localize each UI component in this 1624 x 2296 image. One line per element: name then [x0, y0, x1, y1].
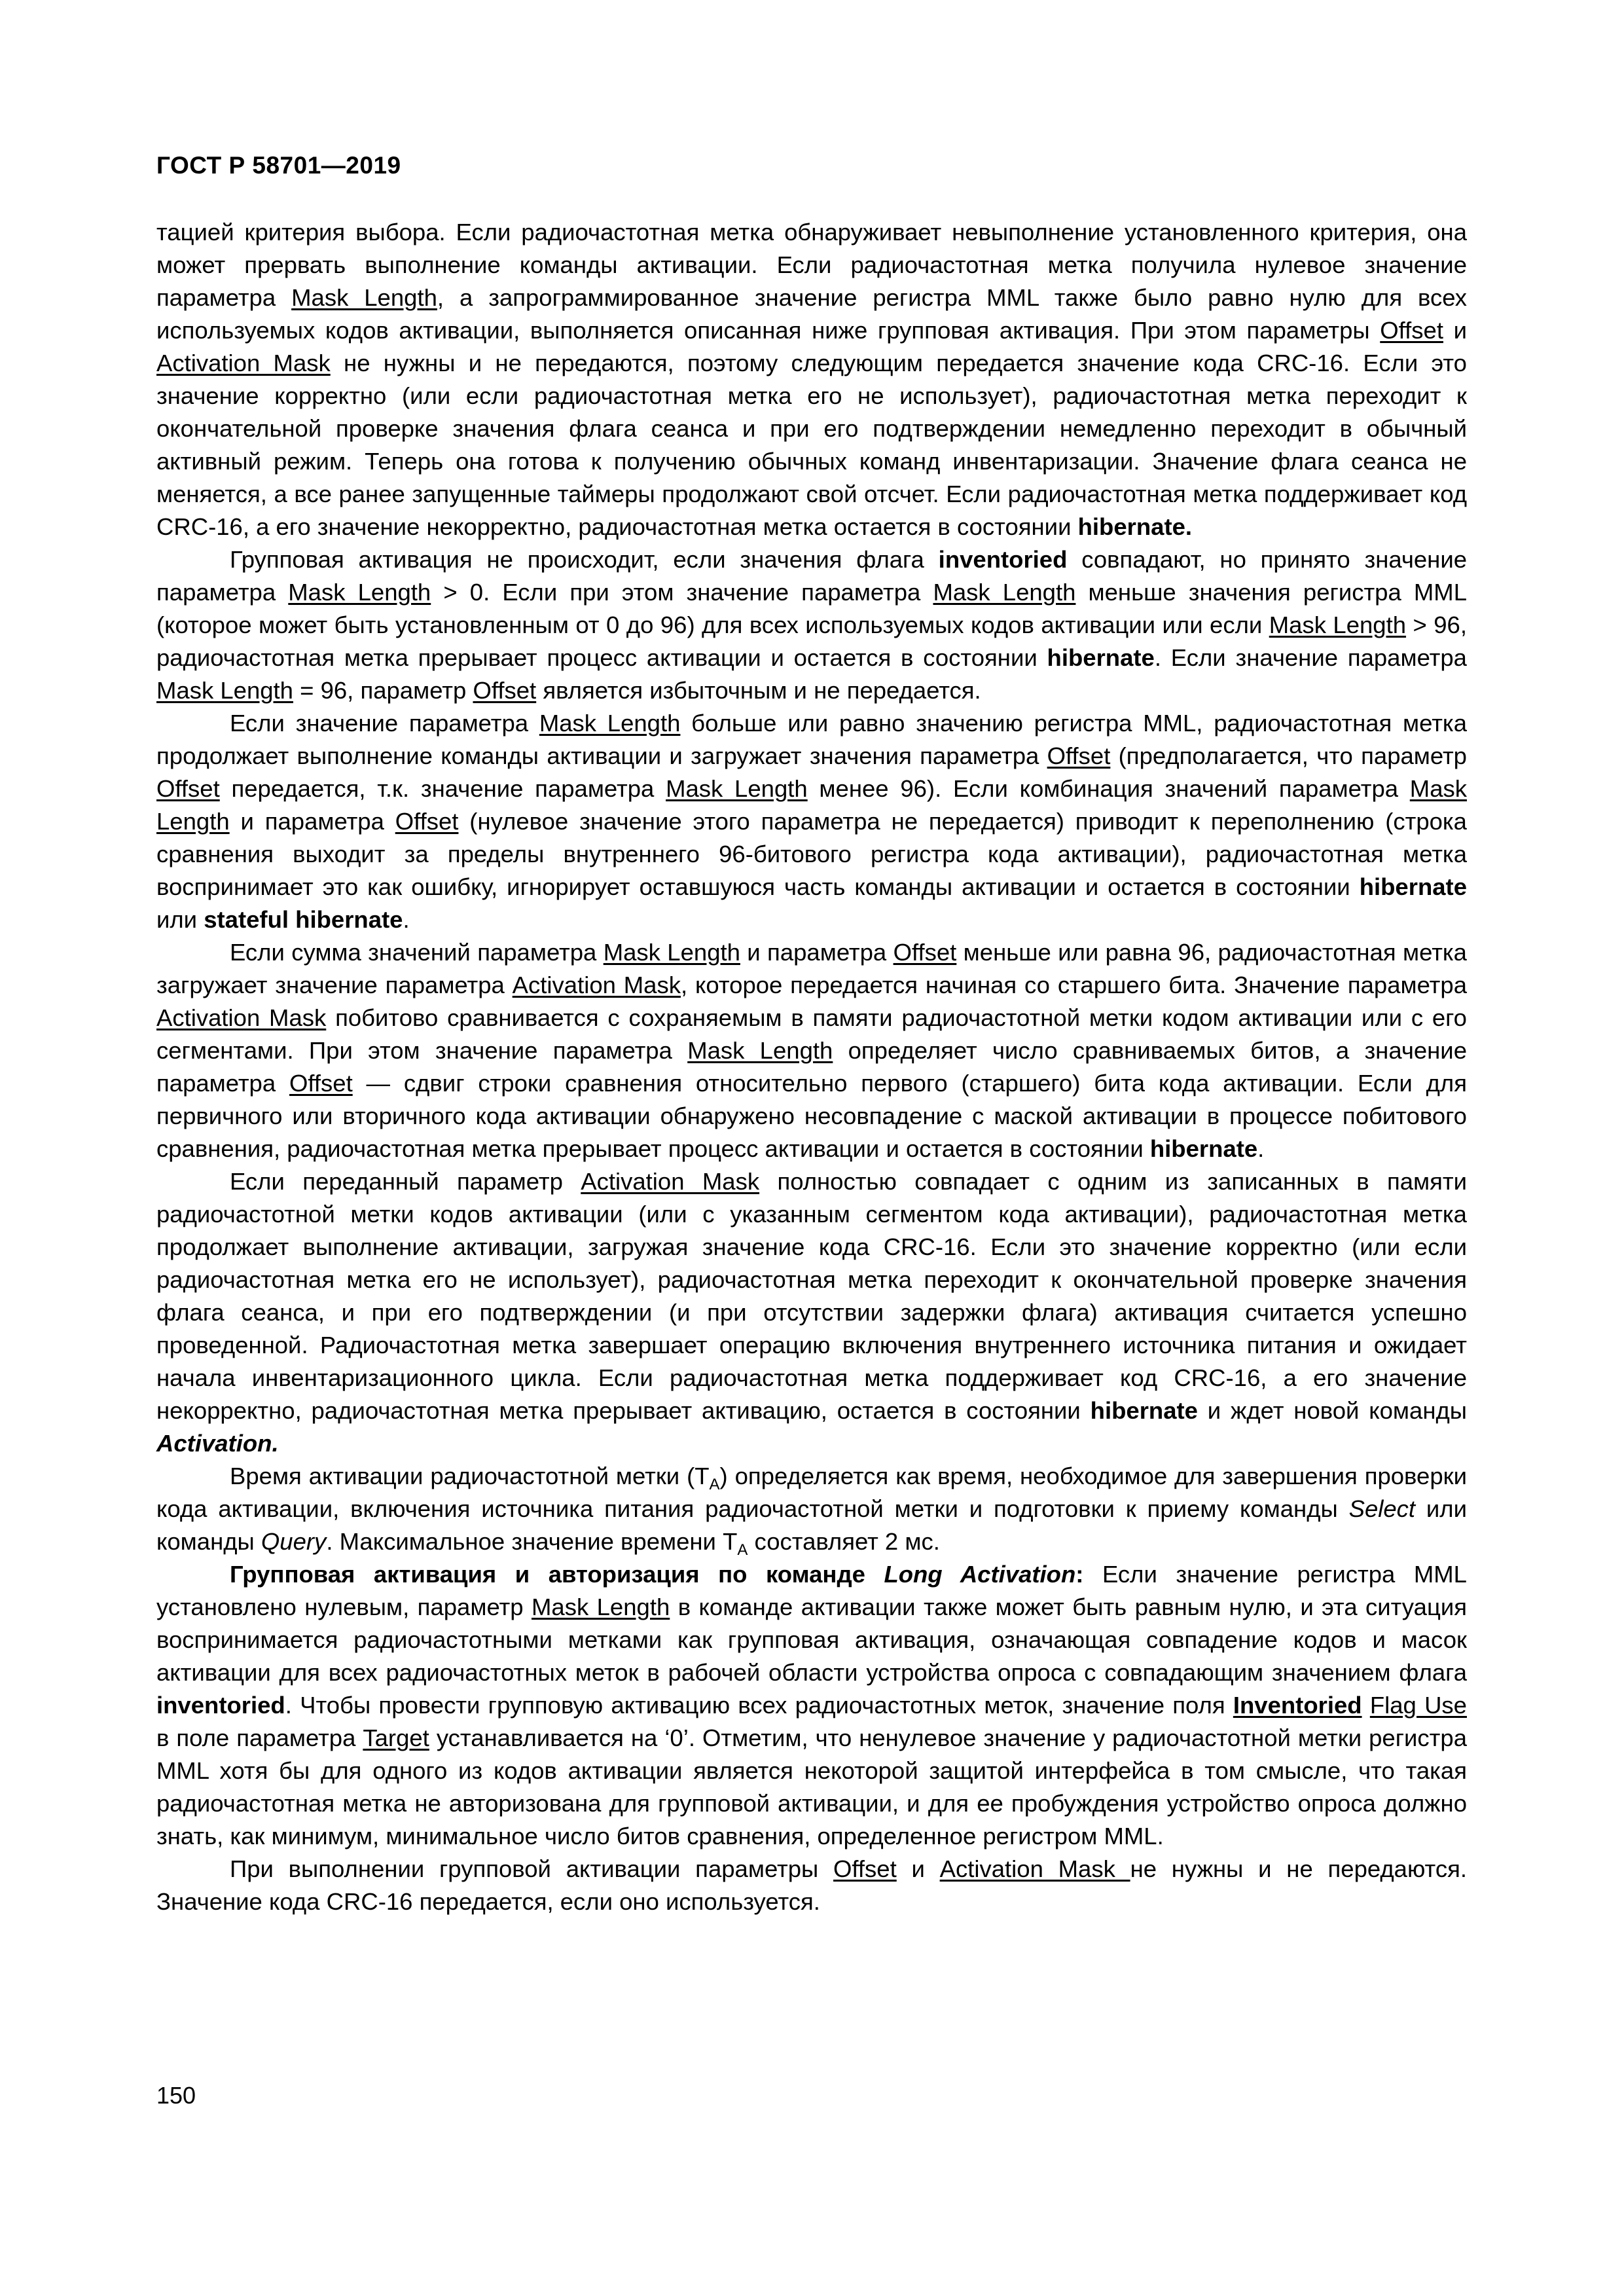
term-activation-mask: Activation Mask — [939, 1855, 1130, 1882]
term-activation-mask: Activation Mask — [156, 350, 331, 376]
term-hibernate: hibernate — [1090, 1397, 1198, 1424]
paragraph-3 — [156, 707, 1467, 936]
term-offset: Offset — [893, 939, 957, 966]
term-long-activation: Long Activation — [884, 1561, 1076, 1588]
text-run: . Максимальное значение времени — [326, 1528, 723, 1555]
term-offset: Offset — [156, 775, 220, 802]
symbol-ta-base: T — [695, 1463, 710, 1489]
text-run: менее 96). Если комбинация значений параметра — [807, 775, 1410, 802]
text-run: является избыточным и не передается. — [536, 677, 981, 704]
text-run: полностью совпадает с одним из записанных в памяти радиочастотной метки кодов активации (или с указанным сегментом кода активации), радиочастотная метка продолжает выполнение активации, загружая значение кода CRC-16. Если это значение корректно (или если радиочастотная метка его не использует), радиочастотная метка переходит к окончательной проверке значения флага сеанса, и при его подтверждении (и при отсутствии задержки флага) активация считается успешно проведенной. Радиочастотная метка завершает операцию включения внутреннего источника питания и ожидает начала инвентаризационного цикла. Если радиочастотная метка поддерживает код CRC-16, а его значение некорректно, радиочастотная метка прерывает активацию, остается в состоянии — [156, 1168, 1467, 1424]
symbol-ta — [723, 1528, 748, 1559]
text-run: в поле параметра — [156, 1724, 363, 1751]
term-activation-mask: Activation Mask — [512, 972, 681, 998]
standard-designation: ГОСТ Р 58701—2019 — [156, 152, 401, 179]
term-mask-length: Mask Length — [156, 775, 1468, 835]
term-mask-length: Mask Length — [687, 1037, 833, 1064]
term-hibernate: hibernate. — [1077, 513, 1193, 540]
text-run: ) определяется как время, необходимое для завершения проверки кода активации, включения источника питания радиочастотной метки и подготовки к приему команды — [156, 1463, 1467, 1522]
text-run: Время активации радиочастотной метки ( — [230, 1463, 695, 1489]
term-hibernate: hibernate — [1359, 873, 1467, 900]
term-target: Target — [363, 1724, 429, 1751]
text-run: передается, т.к. значение параметра — [219, 775, 666, 802]
text-run: (нулевое значение этого параметра не передается) приводит к переполнению (строка сравнения выходит за пределы внутреннего 96-битового регистра кода активации), радиочастотная метка воспринимает это как ошибку, игнорирует оставшуюся часть команды активации и остается в состоянии — [156, 808, 1467, 900]
paragraph-5 — [156, 1165, 1467, 1460]
text-run: побитово сравнивается с сохраняемым в памяти радиочастотной метки кодом активации или с его сегментами. При этом значение параметра — [156, 1004, 1467, 1064]
section-heading: Групповая активация и авторизация по команде — [230, 1561, 884, 1588]
term-offset: Offset — [473, 677, 537, 704]
term-mask-length: Mask Length — [288, 579, 431, 606]
term-mask-length: Mask Length — [933, 579, 1076, 606]
paragraph-1 — [156, 216, 1467, 543]
symbol-ta-base: T — [723, 1528, 738, 1555]
term-hibernate: hibernate — [1149, 1135, 1258, 1162]
paragraph-6 — [156, 1460, 1467, 1558]
text-run: или — [156, 906, 204, 933]
text-run: не нужны и не передаются, поэтому следующим передается значение кода CRC-16. Если это значение корректно (или если радиочастотная метка его не использует), радиочастотная метка переходит к окончательной проверке значения флага сеанса и при его подтверждении немедленно переходит в обычный активный режим. Теперь она готова к получению обычных команд инвентаризации. Значение флага сеанса не меняется, а все ранее запущенные таймеры продолжают свой отсчет. Если радиочастотная метка поддерживает код CRC-16, а его значение некорректно, радиочастотная метка остается в состоянии — [156, 350, 1467, 540]
text-run: устанавливается на ‘0’. Отметим, что ненулевое значение у радиочастотной метки регистра MML хотя бы для одного из кодов активации является некоторой защитой интерфейса в том смысле, что такая радиочастотная метка не авторизована для групповой активации, и для ее пробуждения устройство опроса должно знать, как минимум, минимальное число битов сравнения, определенное регистром MML. — [156, 1724, 1467, 1850]
term-mask-length: Mask Length — [666, 775, 808, 802]
term-activation-command: Activation. — [156, 1430, 279, 1457]
term-inventoried: inventoried — [938, 546, 1068, 573]
text-run: тацией критерия выбора. Если радиочастотная метка обнаруживает невыполнение установленного критерия, она может прервать выполнение команды активации. Если радиочастотная метка получила нулевое значение параметра — [156, 219, 1467, 311]
text-run: > 96, радиочастотная метка прерывает процесс активации и остается в состоянии — [156, 611, 1467, 671]
text-run: и — [1443, 317, 1468, 344]
text-run: меньше или равна 96, радиочастотная метка загружает значение параметра — [156, 939, 1467, 998]
text-run: меньше значения регистра MML (которое может быть установленным от 0 до 96) для всех используемых кодов активации или если — [156, 579, 1468, 638]
text-run: и — [896, 1855, 940, 1882]
paragraph-8 — [156, 1853, 1467, 1918]
paragraph-7 — [156, 1558, 1467, 1853]
term-hibernate: hibernate — [1047, 644, 1155, 671]
term-mask-length: Mask Length — [156, 677, 293, 704]
text-run: не нужны и не передаются. Значение кода CRC-16 передается, если оно используется. — [156, 1855, 1468, 1915]
text-run: Если значение регистра MML установлено нулевым, параметр — [156, 1561, 1467, 1620]
term-query-command: Query — [261, 1528, 327, 1555]
text-run: , которое передается начиная со старшего бита. Значение параметра — [680, 972, 1467, 998]
symbol-ta-sub: A — [709, 1476, 720, 1493]
term-offset: Offset — [1380, 317, 1443, 344]
text-run: — сдвиг строки сравнения относительно первого (старшего) бита кода активации. Если для первичного или вторичного кода активации обнаружено несовпадение с маской активации в процессе побитового сравнения, радиочастотная метка прерывает процесс активации и остается в состоянии — [156, 1070, 1467, 1162]
term-select-command: Select — [1348, 1495, 1416, 1522]
text-run: Если значение параметра — [230, 710, 539, 737]
term-activation-mask: Activation Mask — [581, 1168, 760, 1195]
text-run: Групповая активация не происходит, если значения флага — [230, 546, 939, 573]
text-run: . Чтобы провести групповую активацию всех радиочастотных меток, значение поля — [285, 1692, 1233, 1719]
text-run: и параметра — [229, 808, 395, 835]
term-offset: Offset — [1047, 742, 1111, 769]
symbol-ta-sub: A — [737, 1541, 748, 1559]
text-run: в команде активации также может быть равным нулю, и эта ситуация воспринимается радиочастотными метками как групповая активация, означающая совпадение кодов и масок активации для всех радиочастотных меток в рабочей области устройства опроса с совпадающим значением флага — [156, 1594, 1468, 1686]
heading-colon: : — [1075, 1561, 1084, 1588]
term-inventoried: inventoried — [156, 1692, 285, 1719]
term-mask-length: Mask Length — [603, 939, 740, 966]
term-mask-length: Mask Length — [531, 1594, 670, 1620]
term-mask-length: Mask Length — [1269, 611, 1407, 638]
text-run: . Если значение параметра — [1154, 644, 1467, 671]
symbol-ta — [695, 1463, 720, 1493]
text-run: = 96, параметр — [293, 677, 473, 704]
term-offset: Offset — [395, 808, 459, 835]
text-run: и параметра — [740, 939, 893, 966]
paragraph-2 — [156, 543, 1467, 707]
term-mask-length: Mask Length — [539, 710, 681, 737]
text-run: Если переданный параметр — [230, 1168, 581, 1195]
text-run: Если сумма значений параметра — [230, 939, 604, 966]
term-offset: Offset — [289, 1070, 353, 1097]
term-mask-length: Mask Length — [291, 284, 437, 311]
paragraph-4 — [156, 936, 1467, 1165]
text-run: При выполнении групповой активации параметры — [230, 1855, 834, 1882]
page-number: 150 — [156, 2082, 196, 2109]
text-run: . — [403, 906, 410, 933]
text-run: и ждет новой команды — [1197, 1397, 1468, 1424]
term-stateful-hibernate: stateful hibernate — [204, 906, 403, 933]
term-offset: Offset — [833, 1855, 897, 1882]
text-run: составляет 2 мс. — [748, 1528, 940, 1555]
text-run: определяет число сравниваемых битов, а значение параметра — [156, 1037, 1467, 1097]
text-run: (предполагается, что параметр — [1110, 742, 1467, 769]
text-run: или команды — [156, 1495, 1467, 1555]
text-run: совпадают, но принято значение параметра — [156, 546, 1468, 606]
term-flag-use: Flag Use — [1369, 1692, 1467, 1719]
term-inventoried-field: Inventoried — [1233, 1692, 1362, 1719]
text-run: больше или равно значению регистра MML, радиочастотная метка продолжает выполнение команды активации и загружает значения параметра — [156, 710, 1467, 769]
term-activation-mask: Activation Mask — [156, 1004, 327, 1031]
body-text — [156, 216, 1467, 1918]
text-run: . — [1257, 1135, 1265, 1162]
text-run: > 0. Если при этом значение параметра — [431, 579, 933, 606]
text-run: , а запрограммированное значение регистра MML также было равно нулю для всех используемых кодов активации, выполняется описанная ниже групповая активация. При этом параметры — [156, 284, 1467, 344]
